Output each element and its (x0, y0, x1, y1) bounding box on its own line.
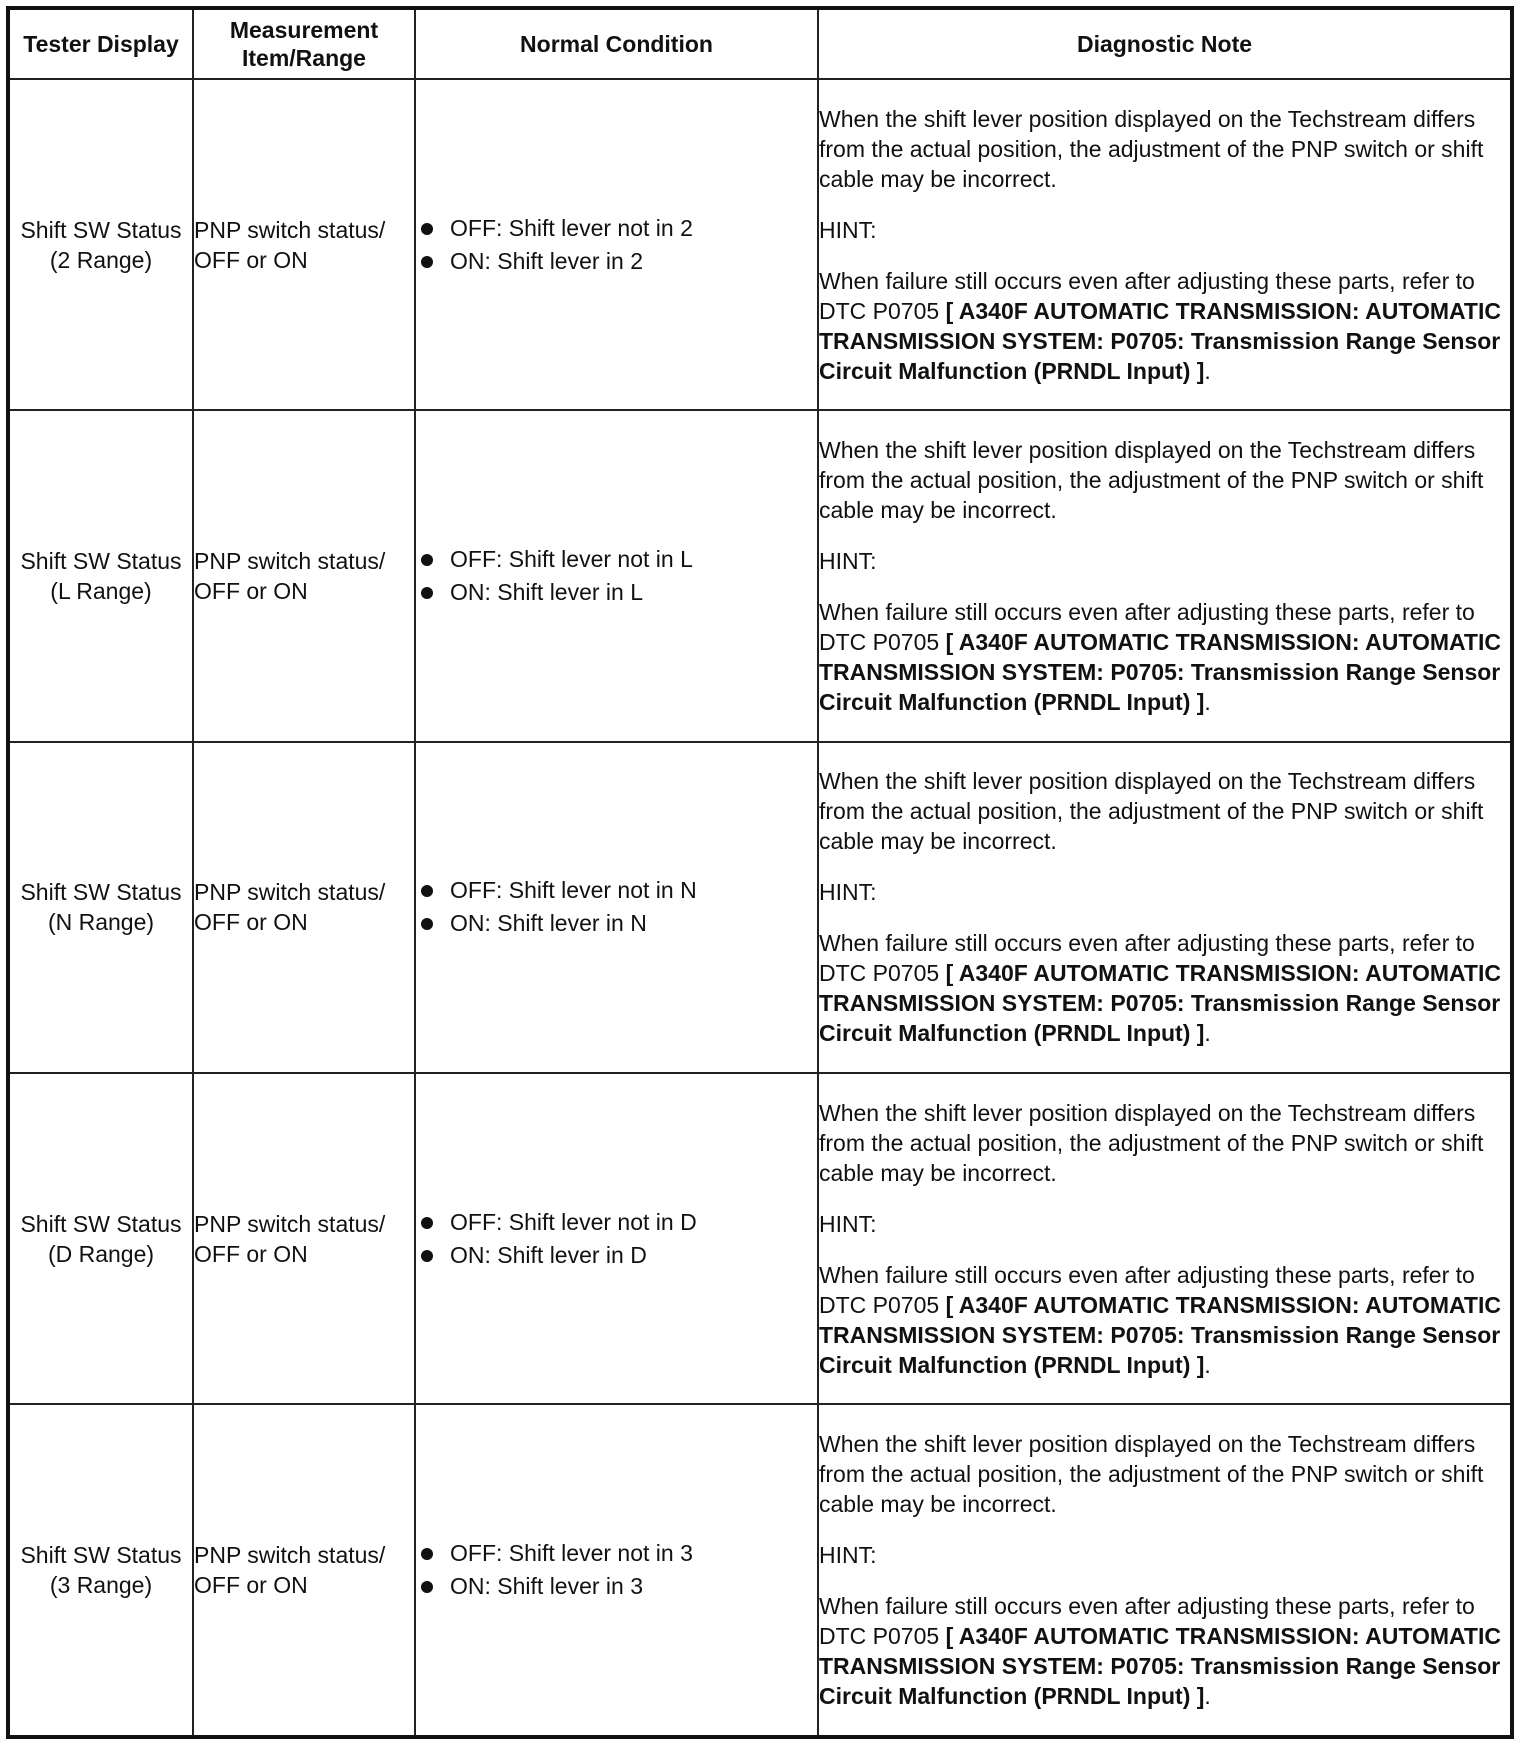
condition-item (416, 1206, 817, 1239)
diagnostic-note-cell (818, 410, 1512, 741)
note-paragraph (819, 1591, 1510, 1711)
condition-off-text: OFF: Shift lever not in 3 (450, 1540, 693, 1567)
condition-off-text: OFF: Shift lever not in N (450, 877, 697, 904)
condition-item (416, 907, 817, 940)
table-row (8, 1073, 1512, 1404)
table-row (8, 410, 1512, 741)
note-period: . (1204, 689, 1211, 716)
dtc-reference-link[interactable]: [ A340F AUTOMATIC TRANSMISSION: AUTOMATIC TRANSMISSION SYSTEM: P0705: Transmission Range Sensor Circuit Malfunction (PRNDL Input) ] (819, 629, 1501, 716)
note-reference-text: When failure still occurs even after adjusting these parts, refer to DTC P0705 (819, 599, 1475, 656)
tester-display-cell: Shift SW Status (3 Range) (8, 1404, 193, 1737)
condition-item (416, 543, 817, 576)
condition-off-text: OFF: Shift lever not in L (450, 546, 693, 573)
note-hint-label: HINT: (819, 216, 877, 243)
condition-item (416, 245, 817, 278)
bullet-icon (421, 918, 433, 930)
bullet-icon (421, 554, 433, 566)
note-paragraph (819, 266, 1510, 386)
note-reference-text: When failure still occurs even after adjusting these parts, refer to DTC P0705 (819, 1261, 1475, 1318)
note-paragraph (819, 928, 1510, 1048)
bullet-icon (421, 256, 433, 268)
diagnostic-note-cell (818, 1404, 1512, 1737)
note-paragraph: When the shift lever position displayed on the Techstream differs from the actual position, the adjustment of the PNP switch or shift cable may be incorrect. (819, 1431, 1484, 1518)
header-tester-display: Tester Display (8, 8, 193, 79)
condition-on-text: ON: Shift lever in 2 (450, 247, 644, 274)
dtc-reference-link[interactable]: [ A340F AUTOMATIC TRANSMISSION: AUTOMATIC TRANSMISSION SYSTEM: P0705: Transmission Range Sensor Circuit Malfunction (PRNDL Input) ] (819, 297, 1501, 384)
measurement-cell: PNP switch status/ OFF or ON (193, 1404, 415, 1737)
bullet-icon (421, 1581, 433, 1593)
table-row (8, 742, 1512, 1073)
tester-display-cell: Shift SW Status (2 Range) (8, 79, 193, 410)
table-row (8, 79, 1512, 410)
header-diagnostic-note: Diagnostic Note (818, 8, 1512, 79)
condition-list (416, 1206, 817, 1272)
measurement-cell: PNP switch status/ OFF or ON (193, 410, 415, 741)
bullet-icon (421, 1548, 433, 1560)
note-reference-text: When failure still occurs even after adjusting these parts, refer to DTC P0705 (819, 267, 1475, 324)
condition-list (416, 212, 817, 278)
note-reference-text: When failure still occurs even after adjusting these parts, refer to DTC P0705 (819, 930, 1475, 987)
tester-display-cell: Shift SW Status (D Range) (8, 1073, 193, 1404)
note-paragraph (819, 597, 1510, 717)
measurement-cell: PNP switch status/ OFF or ON (193, 1073, 415, 1404)
bullet-icon (421, 223, 433, 235)
diagnostic-note-cell (818, 742, 1512, 1073)
dtc-reference-link[interactable]: [ A340F AUTOMATIC TRANSMISSION: AUTOMATIC TRANSMISSION SYSTEM: P0705: Transmission Range Sensor Circuit Malfunction (PRNDL Input) ] (819, 1623, 1501, 1710)
condition-on-text: ON: Shift lever in N (450, 910, 647, 937)
note-paragraph: When the shift lever position displayed on the Techstream differs from the actual position, the adjustment of the PNP switch or shift cable may be incorrect. (819, 437, 1484, 524)
condition-item (416, 1570, 817, 1603)
condition-list (416, 1537, 817, 1603)
diagnostic-note-cell (818, 79, 1512, 410)
dtc-reference-link[interactable]: [ A340F AUTOMATIC TRANSMISSION: AUTOMATIC TRANSMISSION SYSTEM: P0705: Transmission Range Sensor Circuit Malfunction (PRNDL Input) ] (819, 960, 1501, 1047)
note-paragraph: When the shift lever position displayed on the Techstream differs from the actual position, the adjustment of the PNP switch or shift cable may be incorrect. (819, 768, 1484, 855)
normal-condition-cell (415, 1073, 818, 1404)
data-list-table (6, 6, 1514, 1739)
table-header-row (8, 8, 1512, 79)
note-hint-label: HINT: (819, 1542, 877, 1569)
note-period: . (1204, 1020, 1211, 1047)
diagnostic-note-cell (818, 1073, 1512, 1404)
note-period: . (1204, 1351, 1211, 1378)
measurement-cell: PNP switch status/ OFF or ON (193, 742, 415, 1073)
normal-condition-cell (415, 410, 818, 741)
condition-on-text: ON: Shift lever in L (450, 579, 644, 606)
condition-item (416, 1537, 817, 1570)
note-paragraph (819, 1260, 1510, 1380)
note-hint-label: HINT: (819, 1210, 877, 1237)
condition-off-text: OFF: Shift lever not in D (450, 1208, 697, 1235)
measurement-cell: PNP switch status/ OFF or ON (193, 79, 415, 410)
normal-condition-cell (415, 1404, 818, 1737)
bullet-icon (421, 1250, 433, 1262)
condition-on-text: ON: Shift lever in 3 (450, 1573, 644, 1600)
bullet-icon (421, 587, 433, 599)
condition-item (416, 874, 817, 907)
condition-item (416, 576, 817, 609)
table-row (8, 1404, 1512, 1737)
condition-item (416, 212, 817, 245)
bullet-icon (421, 1217, 433, 1229)
note-period: . (1204, 357, 1211, 384)
header-normal-condition: Normal Condition (415, 8, 818, 79)
normal-condition-cell (415, 79, 818, 410)
tester-display-cell: Shift SW Status (N Range) (8, 742, 193, 1073)
condition-list (416, 543, 817, 609)
note-hint-label: HINT: (819, 548, 877, 575)
condition-on-text: ON: Shift lever in D (450, 1241, 647, 1268)
condition-item (416, 1239, 817, 1272)
note-period: . (1204, 1683, 1211, 1710)
dtc-reference-link[interactable]: [ A340F AUTOMATIC TRANSMISSION: AUTOMATIC TRANSMISSION SYSTEM: P0705: Transmission Range Sensor Circuit Malfunction (PRNDL Input) ] (819, 1291, 1501, 1378)
bullet-icon (421, 885, 433, 897)
tester-display-cell: Shift SW Status (L Range) (8, 410, 193, 741)
condition-list (416, 874, 817, 940)
condition-off-text: OFF: Shift lever not in 2 (450, 214, 693, 241)
normal-condition-cell (415, 742, 818, 1073)
note-hint-label: HINT: (819, 879, 877, 906)
note-paragraph: When the shift lever position displayed on the Techstream differs from the actual position, the adjustment of the PNP switch or shift cable may be incorrect. (819, 1099, 1484, 1186)
note-reference-text: When failure still occurs even after adjusting these parts, refer to DTC P0705 (819, 1593, 1475, 1650)
header-measurement-item: Measurement Item/Range (193, 8, 415, 79)
note-paragraph: When the shift lever position displayed on the Techstream differs from the actual position, the adjustment of the PNP switch or shift cable may be incorrect. (819, 105, 1484, 192)
